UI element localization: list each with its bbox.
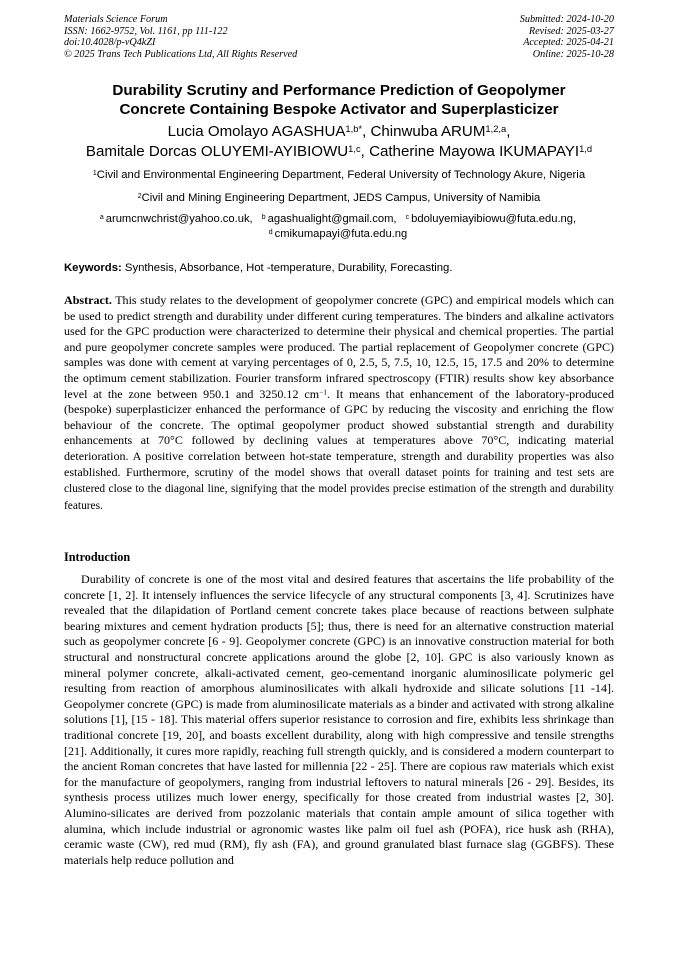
author-list: [30, 122, 648, 161]
unit-exponent: −1: [319, 387, 328, 397]
journal-header: [64, 14, 297, 60]
affiliation-text: Civil and Environmental Engineering Department, Federal University of Technology Akure, Nigeria: [96, 169, 586, 181]
author-affiliation-mark: 1,2,a: [485, 123, 507, 134]
affiliation-1: [30, 168, 648, 182]
abstract-label: Abstract.: [64, 293, 112, 307]
revised-date: Revised: 2025-03-27: [528, 25, 614, 37]
section-heading-introduction: Introduction: [64, 550, 131, 564]
author-name: Lucia Omolayo AGASHUA: [167, 123, 346, 140]
journal-name: Materials Science Forum: [64, 14, 168, 25]
abstract-text-cont: . It means that enhancement of the laboratory-produced (bespoke) superplasticizer enhanced the performance of GPC by reducing the viscosity and enriching the flow behaviour of the concrete. The optimal geopolymer product showed substantial strength and durability enhancements at 70°C followed by declining values at temperatures above 70°C, indicating material deterioration. A positive correlation between hot-state temperature, strength and durability properties was also established. Furthermore, scrutiny of the model shows: [64, 386, 614, 479]
author-affiliation-mark: 1,c: [348, 143, 361, 154]
author-line-1: Lucia Omolayo $AGASHUA^{1,b*}$, Chinwuba ARUM$^{1,2,a}$,: [167, 123, 511, 140]
submitted-date: Submitted: 2024-10-20: [519, 14, 614, 25]
dates-header: [520, 14, 614, 60]
issn-line: ISSN: 1662-9752, Vol. 1161, pp 111-122: [64, 25, 228, 37]
email-c[interactable]: $^c$ bdoluyemiayibiowu@futa.edu.ng,: [405, 213, 577, 225]
affiliation-mark: 2: [137, 192, 142, 200]
title-line-2: Concrete Containing Bespoke Activator and Superplasticizer: [119, 100, 559, 118]
accepted-date: Accepted: 2025-04-21: [523, 37, 614, 49]
title-line-1: Durability Scrutiny and Performance Prediction of Geopolymer: [112, 82, 566, 99]
introduction-paragraph: Durability of concrete is one of the most vital and desired features that ascertains the life probability of the concrete [1, 2]. It intensely influences the service lifecycle of any structural components [3, 4]. Scrutinizes have revealed that the dilapidation of Portland cement concrete takes place because of reactions between sulphate bearing mixtures and cement hydration products [5]; thus, there is need for an alternative construction material such as geopolymer concrete [6 - 9]. Geopolymer concrete (GPC) is an innovative construction material for both structural and nonstructural concrete applications around the globe [2, 10]. GPC is also variously known as mineral polymer concrete, alkali-activated cement, geo-cementand inorganic aluminosilicate polymeric gel resulting from reaction of amorphous aluminosilicates with alkali hydroxide and silicate solutions [11 -14]. Geopolymer concrete (GPC) is made from aluminosilicate materials as a binder and activated with strong alkaline solutions [1], [15 - 18]. This material offers superior resistance to corrosion and fire, exhibits less shrinkage than traditional concrete [19, 20], and boasts excellent durability, along with high compressive and tensile strengths [21]. Additionally, it cures more rapidly, reaching full strength quickly, and is considered a modern counterpart to the ancient Roman concretes that have lasted for millennia [22 - 25]. There are copious raw materials which exist for the manufacture of geopolymers, ranging from industrial leftovers to natural minerals [26 - 29]. Besides, its synthesis process utilizes much lower energy, specifically for those created from industrial wastes [2, 30]. Alumino-silicates are derived from pozzolanic materials that contain ample amount of silica together with alumina, which include industrial or agronomic wastes like palm oil fuel ash (POFA), rice husk ash (RHA), ceramic waste (CW), red mud (RM), fly ash (FA), and ground granulated blast furnace slag (GGBFS). These materials help reduce pollution and: [64, 572, 614, 867]
author-affiliation-mark: 1,b*: [345, 123, 363, 134]
online-date: Online: 2025-10-28: [532, 48, 614, 60]
keywords-text: Synthesis, Absorbance, Hot -temperature, Durability, Forecasting.: [124, 262, 453, 274]
email-d[interactable]: $^d$ cmikumapayi@futa.edu.ng: [268, 227, 408, 240]
author-line-2: Bamitale Dorcas OLUYEMI-AYIBIOWU$^{1,c}$, Catherine Mayowa IKUMAPAYI$^{1,d}$: [85, 142, 593, 160]
email-list: [30, 212, 648, 241]
abstract-text: This study relates to the development of geopolymer concrete (GPC) and empirical models which can be used to predict strength and durability under different curing temperatures. The binders and alkaline activators used for the GPC production were characterized to determine their physical and chemical properties. The partial and pure geopolymer concrete samples were produced. The partial replacement of Geopolymer concrete (GPC) samples was done with cement at varying percentages of 0, 2.5, 5, 7.5, 10, 12.5, 15, 17.5 and 20% to determine the optimum cement stabilization. Fourier transform infrared spectroscopy (FTIR) results show key absorbance level at the zone between 950.1 and 3250.12 cm: [64, 293, 615, 401]
email-b[interactable]: $^b$ agashualight@gmail.com,: [261, 213, 397, 225]
keywords-label: Keywords:: [64, 262, 122, 274]
abstract-text-end: that overall dataset points for training and test sets are clustered close to the diagonal line, signifying that the model provides precise estimation of the strength and durability features.: [64, 466, 614, 512]
keywords: [64, 261, 614, 275]
affiliation-text: Civil and Mining Engineering Department, JEDS Campus, University of Namibia: [141, 192, 541, 204]
affiliation-mark: 1: [92, 169, 97, 177]
doi-line[interactable]: doi:10.4028/p-vQ4kZI: [64, 37, 156, 49]
abstract: [64, 293, 614, 514]
paper-title: [40, 82, 638, 119]
copyright-line: © 2025 Trans Tech Publications Ltd, All Rights Reserved: [64, 48, 298, 60]
author-name: Chinwuba ARUM: [370, 123, 486, 140]
author-name: Bamitale Dorcas OLUYEMI-AYIBIOWU: [85, 142, 349, 160]
author-affiliation-mark: 1,d: [579, 143, 593, 154]
author-name: Catherine Mayowa IKUMAPAYI: [369, 142, 580, 160]
email-a[interactable]: $^a$ arumcnwchrist@yahoo.co.uk,: [99, 213, 253, 225]
affiliation-2: [30, 191, 648, 205]
